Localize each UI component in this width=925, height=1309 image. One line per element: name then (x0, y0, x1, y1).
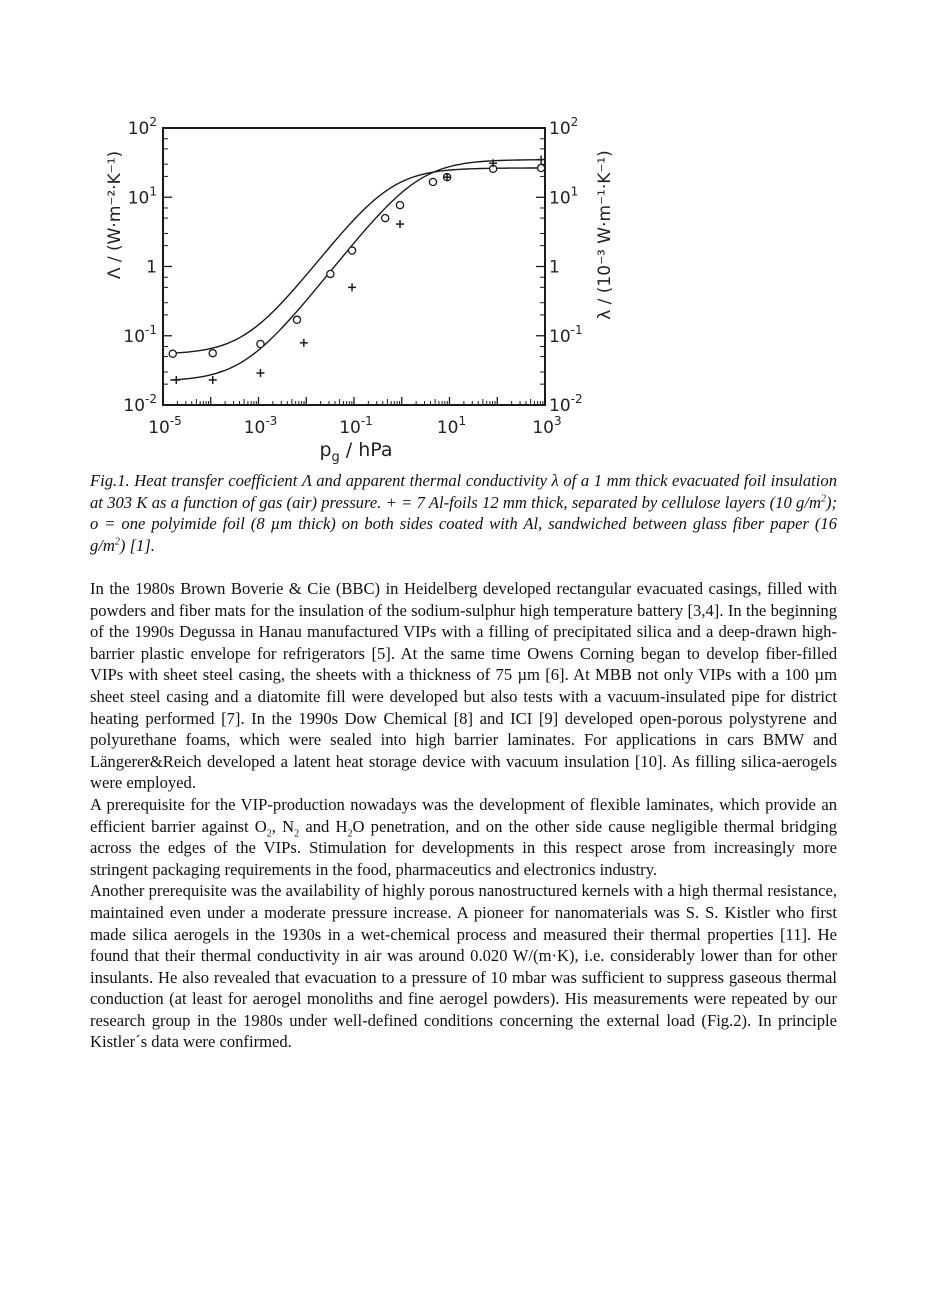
fit-curves (170, 160, 542, 380)
paragraph-history: In the 1980s Brown Boverie & Cie (BBC) in Heidelberg developed rectangular evacuated casings, filled with powders and fiber mats for the insulation of the sodium-sulphur high temperature battery [3,4]. In the beginning of the 1990s Degussa in Hanau manufactured VIPs with a filling of precipitated silica and a deep-drawn high-barrier plastic envelope for refrigerators [5]. At the same time Owens Corning began to develop fiber-filled VIPs with sheet steel casing, the sheets with a thickness of 75 µm [6]. At MBB not only VIPs with a 100 µm sheet steel casing and a diatomite fill were developed but also tests with a vacuum-insulated pipe for district heating performed [7]. In the 1990s Dow Chemical [8] and ICI [9] developed open-porous polystyrene and polyurethane foams, which were sealed into high barrier laminates. For applications in cars BMW and Längerer&Reich developed a latent heat storage device with vacuum insulation [10]. As filling silica-aerogels were employed. (90, 579, 837, 793)
circle-marker (382, 214, 389, 221)
circle-marker (429, 178, 436, 185)
tick-label: $10^2$ (549, 115, 579, 139)
text-run: O penetration, and on the other side cause negligible thermal bridging across the edges of the VIPs. Stimulation for developments in this respect arose from increasingly more stringent packaging requirements in the food, pharmaceutics and electronics industry. (90, 816, 838, 879)
tick-label: $10^3$ (532, 414, 562, 438)
circle-marker (257, 340, 264, 347)
subscript: 2 (294, 827, 300, 839)
plus-marker (348, 283, 356, 291)
tick-label: 1 (549, 257, 560, 278)
subscript: 2 (266, 827, 272, 839)
text-run: A prerequisite for the VIP-production nowadays was the development of flexible laminates, which provide an efficient barrier against O (90, 794, 837, 836)
caption-text: Fig.1. Heat transfer coefficient Λ and apparent thermal conductivity λ of a 1 mm thick evacuated foil insulation at 303 K as a function of gas (air) pressure. + = 7 Al-foils 12 mm thick, separated by cellulose layers (10 g/m (90, 471, 837, 512)
y-axis-right-label: λ / (10⁻³ W·m⁻¹·K⁻¹) (595, 150, 615, 320)
text-run: , N (271, 816, 295, 836)
plot-axes (163, 128, 545, 405)
tick-label: $10^{-3}$ (243, 414, 278, 438)
caption-text: ); o = one polyimide foil (8 µm thick) on both sides coated with Al, sandwiched between glass fiber paper (16 g/m (90, 492, 837, 555)
tick-label: $10^2$ (127, 115, 157, 139)
figure-1-chart (95, 108, 625, 470)
caption-text: ) [1]. (119, 535, 155, 555)
plus-marker (256, 369, 264, 377)
paragraph-aerogels: Another prerequisite was the availability of highly porous nanostructured kernels with a high thermal resistance, maintained even under a moderate pressure increase. A pioneer for nanomaterials was S. S. Kistler who first made silica aerogels in the 1930s in a wet-chemical process and measured their thermal properties [11]. He found that their thermal conductivity in air was around 0.020 W/(m·K), i.e. considerably lower than for other insulants. He also revealed that evacuation to a pressure of 10 mbar was sufficient to suppress gaseous thermal conduction (at least for aerogel monoliths and fine aerogel powders). His measurements were repeated by our research group in the 1980s under well-defined conditions concerning the external load (Fig.2). In principle Kistler´s data were confirmed. (90, 881, 837, 1052)
plus-marker (537, 156, 545, 164)
circle-marker (327, 270, 334, 277)
body-text (90, 578, 837, 1053)
tick-label: $10^{-1}$ (339, 414, 373, 438)
tick-label: $10^{-2}$ (549, 392, 583, 416)
data-markers (169, 156, 545, 384)
circle-marker (293, 316, 300, 323)
tick-label: $10^1$ (436, 414, 467, 438)
plus-marker (209, 376, 217, 384)
log-log-plot (95, 108, 625, 470)
figure-caption (90, 470, 837, 556)
circle-marker (169, 350, 176, 357)
circle-marker (538, 164, 545, 171)
subscript: 2 (347, 827, 353, 839)
tick-label: $10^{-5}$ (148, 414, 182, 438)
x-axis-label: $p_g$ / hPa (319, 439, 393, 465)
circle-marker (209, 350, 216, 357)
circle-marker (348, 247, 355, 254)
tick-label: $10^{-2}$ (123, 392, 157, 416)
tick-label: $10^1$ (549, 184, 579, 209)
plus-marker (396, 220, 404, 228)
paragraph-laminates (90, 794, 837, 880)
plus-marker (172, 376, 180, 384)
circle-marker (396, 202, 403, 209)
tick-label: 1 (146, 257, 157, 278)
tick-label: $10^{-1}$ (123, 322, 157, 347)
plus-marker (300, 339, 308, 347)
caption-superscript: 2 (114, 536, 120, 548)
caption-superscript: 2 (820, 493, 826, 505)
tick-label: $10^1$ (127, 184, 157, 209)
text-run: and H (299, 816, 348, 836)
y-axis-left-label: Λ / (W·m⁻²·K⁻¹) (105, 150, 125, 280)
tick-label: $10^{-1}$ (549, 322, 583, 347)
